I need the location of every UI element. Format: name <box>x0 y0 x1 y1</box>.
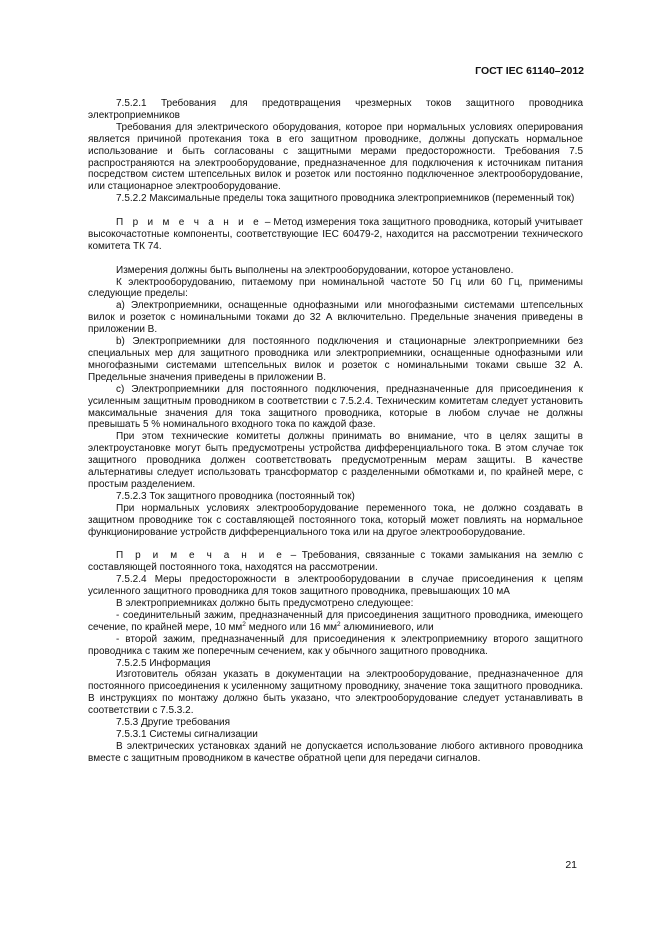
list-item-paragraph <box>88 610 583 634</box>
standard-header: ГОСТ IEC 61140–2012 <box>475 65 584 77</box>
superscript: 2 <box>337 620 341 628</box>
body-paragraph: В электрических установках зданий не допускается использование любого активного проводника вместе с защитным проводником в качестве обратной цепи для передачи сигналов. <box>88 740 583 764</box>
body-paragraph: При этом технические комитеты должны принимать во внимание, что в целях защиты в электроустановке могут быть предусмотрены устройства дифференциального тока. В этом случае ток защитного проводника должен соответствовать предусмотренным мерам защиты. В качестве альтернативы следует использовать трансформатор с разделенными обмотками и, по крайней мере, с простым разделением. <box>88 431 583 490</box>
document-body <box>88 98 583 765</box>
text-run: - соединительный зажим, предназначенный для присоединения защитного проводника, имеющего сечение, по крайней мере, 10 мм <box>88 609 583 633</box>
note-paragraph <box>88 550 583 574</box>
body-paragraph: Изготовитель обязан указать в документации на электрооборудование, предназначенное для постоянного присоединения к усиленному защитному проводнику, значение тока защитного проводника. В инструкциях по монтажу должно быть указано, что электрооборудование следует устанавливать в соответствии с 7.5.3.2. <box>88 669 583 717</box>
note-text: – Метод измерения тока защитного проводника, который учитывает высокочастотные компоненты, соответствующие IEC 60479-2, находится на рассмотрении технического комитета ТК 74. <box>88 217 583 252</box>
body-paragraph: 7.5.2.2 Максимальные пределы тока защитного проводника электроприемников (переменный ток) <box>116 193 575 205</box>
note-text: – Требования, связанные с токами замыкания на землю с составляющей постоянного тока, находятся на рассмотрении. <box>88 550 583 574</box>
text-run: алюминиевого, или <box>340 621 434 633</box>
body-paragraph: В электроприемниках должно быть предусмотрено следующее: <box>116 598 414 610</box>
body-paragraph: Измерения должны быть выполнены на электрооборудовании, которое установлено. <box>116 264 514 276</box>
body-paragraph: c) Электроприемники для постоянного подключения, предназначенные для присоединения к усиленным защитным проводником в соответствии с 7.5.2.4. Техническим комитетам следует установить максимальные значения для тока защитного проводника, которые в любом случае не должны превышать 5 % номинального входного тока по каждой фазе. <box>88 383 583 431</box>
note-label: П р и м е ч а н и е <box>116 217 262 229</box>
body-paragraph: b) Электроприемники для постоянного подключения и стационарные электроприемники без специальных мер для защитного проводника или электроприемники, оснащенные однофазными или многофазными системами штепсельных вилок и розеток с номинальными токами свыше 32 А. Предельные значения приведены в приложении В. <box>88 336 583 383</box>
note-label: П р и м е ч а н и е <box>116 550 286 562</box>
body-paragraph: 7.5.3 Другие требования <box>116 717 230 729</box>
note-paragraph <box>88 217 583 253</box>
body-paragraph: a) Электроприемники, оснащенные однофазными или многофазными системами штепсельных вилок и розеток с номинальными токами до 32 А включительно. Предельные значения приведены в приложении В. <box>88 300 583 336</box>
text-run: медного или 16 мм <box>245 621 338 633</box>
body-paragraph: При нормальных условиях электрооборудование переменного тока, не должно создавать в защитном проводнике ток с составляющей постоянного тока, который может повлиять на нормальное функционирование устройств дифференциального тока или на другое электрооборудование. <box>88 502 583 538</box>
body-paragraph: - второй зажим, предназначенный для присоединения к электроприемнику второго защитного проводника с таким же поперечным сечением, как у обычного защитного проводника. <box>88 633 583 657</box>
body-paragraph: 7.5.2.4 Меры предосторожности в электрооборудовании в случае присоединения к цепям усиленного защитного проводника для токов защитного проводника, превышающих 10 мА <box>88 574 583 598</box>
body-paragraph: 7.5.2.3 Ток защитного проводника (постоянный ток) <box>116 490 355 502</box>
paragraph-gap <box>88 205 583 217</box>
paragraph-gap <box>88 539 583 551</box>
body-paragraph: 7.5.2.5 Информация <box>116 657 211 669</box>
body-paragraph: 7.5.3.1 Системы сигнализации <box>116 728 258 740</box>
body-paragraph: Требования для электрического оборудования, которое при нормальных условиях оперирования является причиной протекания тока в его защитном проводнике, должны допускать нормальное использование и быть согласованы с защитными мерами предосторожности. Требования 7.5 распространяются на электрооборудование, предназначенное для подключения к источникам питания посредством систем штепсельных вилок и розеток или постоянно подключенное электрооборудование, или стационарное электрооборудование. <box>88 121 583 193</box>
body-paragraph: К электрооборудованию, питаемому при номинальной частоте 50 Гц или 60 Гц, применимы следующие пределы: <box>88 276 583 300</box>
paragraph-gap <box>88 253 583 265</box>
superscript: 2 <box>242 620 246 628</box>
body-paragraph: 7.5.2.1 Требования для предотвращения чрезмерных токов защитного проводника электроприемников <box>88 98 583 121</box>
page-number: 21 <box>565 859 577 871</box>
